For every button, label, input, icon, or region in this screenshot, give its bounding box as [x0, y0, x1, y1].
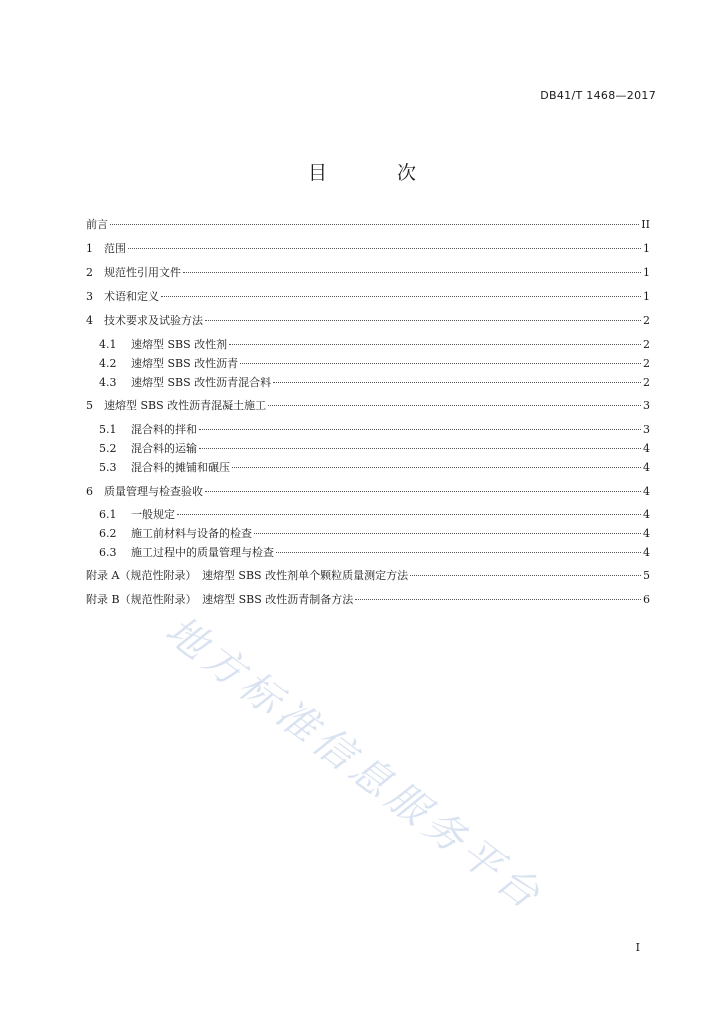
toc-leader-dots [355, 599, 641, 600]
toc-entry-number: 4 [86, 314, 93, 327]
toc-entry-label: 规范性引用文件 [104, 266, 181, 279]
toc-entry-label: 速熔型 SBS 改性沥青 [131, 357, 239, 370]
toc-entry[interactable] [86, 422, 650, 438]
toc-entry[interactable] [86, 289, 650, 305]
toc-entry-page: 4 [643, 461, 650, 474]
toc-entry-page: 4 [643, 485, 650, 498]
toc-entry-label: 混合料的运输 [131, 442, 197, 455]
toc-entry-label: 速熔型 SBS 改性沥青混合料 [131, 376, 272, 389]
toc-entry-label: 技术要求及试验方法 [104, 314, 203, 327]
toc-entry-page: 2 [643, 357, 650, 370]
toc-entry-label: 附录 A（规范性附录） 速熔型 SBS 改性剂单个颗粒质量测定方法 [86, 569, 409, 582]
toc-entry[interactable] [86, 398, 650, 414]
toc-entry[interactable] [86, 337, 650, 353]
toc-entry-page: II [641, 218, 650, 231]
toc-entry[interactable] [86, 460, 650, 476]
toc-leader-dots [276, 552, 641, 553]
toc-leader-dots [273, 382, 641, 383]
toc-entry[interactable] [86, 568, 650, 584]
toc-entry-label: 混合料的摊铺和碾压 [131, 461, 230, 474]
toc-entry-number: 5.3 [99, 461, 117, 474]
watermark: 地方标准信息服务平台 [156, 607, 552, 921]
toc-entry-page: 2 [643, 338, 650, 351]
toc-entry-label: 一般规定 [131, 508, 175, 521]
toc-entry-label: 范围 [104, 242, 126, 255]
toc-entry-page: 2 [643, 314, 650, 327]
toc-entry-number: 4.2 [99, 357, 117, 370]
toc-entry-number: 6 [86, 485, 93, 498]
toc-entry-page: 1 [643, 290, 650, 303]
toc-entry-page: 1 [643, 242, 650, 255]
toc-leader-dots [229, 344, 641, 345]
toc-entry-label: 前言 [86, 218, 108, 231]
toc-entry[interactable] [86, 241, 650, 257]
toc-entry-page: 6 [643, 593, 650, 606]
toc-entry[interactable] [86, 592, 650, 608]
toc-entry[interactable] [86, 356, 650, 372]
toc-entry[interactable] [86, 545, 650, 561]
toc-entry-page: 4 [643, 442, 650, 455]
toc-leader-dots [205, 320, 641, 321]
toc-entry-number: 5 [86, 399, 93, 412]
toc-leader-dots [240, 363, 641, 364]
toc-leader-dots [410, 575, 641, 576]
toc-entry[interactable] [86, 526, 650, 542]
toc-leader-dots [199, 429, 641, 430]
toc-entry-page: 3 [643, 399, 650, 412]
toc-leader-dots [254, 533, 641, 534]
standard-code: DB41/T 1468—2017 [540, 89, 656, 102]
toc-entry-page: 4 [643, 508, 650, 521]
toc-leader-dots [161, 296, 641, 297]
toc-entry-number: 1 [86, 242, 93, 255]
toc-entry-page: 4 [643, 527, 650, 540]
toc-entry-label: 附录 B（规范性附录） 速熔型 SBS 改性沥青制备方法 [86, 593, 354, 606]
toc-entry-number: 2 [86, 266, 93, 279]
toc-entry-label: 术语和定义 [104, 290, 159, 303]
toc-entry-page: 5 [643, 569, 650, 582]
toc-leader-dots [268, 405, 641, 406]
toc-entry[interactable] [86, 217, 650, 233]
toc-entry-label: 混合料的拌和 [131, 423, 197, 436]
toc-entry-number: 5.2 [99, 442, 117, 455]
toc-leader-dots [177, 514, 641, 515]
page-title: 目 次 [307, 162, 449, 184]
toc-leader-dots [128, 248, 641, 249]
toc-leader-dots [183, 272, 641, 273]
toc-entry-label: 质量管理与检查验收 [104, 485, 203, 498]
toc-entry-number: 5.1 [99, 423, 117, 436]
toc-leader-dots [199, 448, 641, 449]
toc-entry-page: 1 [643, 266, 650, 279]
toc-entry-label: 速熔型 SBS 改性剂 [131, 338, 228, 351]
toc-entry-page: 2 [643, 376, 650, 389]
toc-leader-dots [110, 224, 639, 225]
toc-leader-dots [232, 467, 641, 468]
toc-leader-dots [205, 491, 641, 492]
toc-entry[interactable] [86, 313, 650, 329]
toc-entry-label: 速熔型 SBS 改性沥青混凝土施工 [104, 399, 267, 412]
toc-entry-number: 4.1 [99, 338, 117, 351]
toc-entry-page: 4 [643, 546, 650, 559]
toc-entry-number: 6.2 [99, 527, 117, 540]
toc-entry-number: 3 [86, 290, 93, 303]
toc-entry[interactable] [86, 265, 650, 281]
toc-entry[interactable] [86, 375, 650, 391]
toc-entry-label: 施工过程中的质量管理与检查 [131, 546, 274, 559]
toc-entry-label: 施工前材料与设备的检查 [131, 527, 252, 540]
toc-entry-page: 3 [643, 423, 650, 436]
toc-entry-number: 6.3 [99, 546, 117, 559]
toc-entry[interactable] [86, 484, 650, 500]
page-number: I [635, 941, 640, 954]
toc-entry[interactable] [86, 441, 650, 457]
toc-entry[interactable] [86, 507, 650, 523]
toc-entry-number: 6.1 [99, 508, 117, 521]
toc-entry-number: 4.3 [99, 376, 117, 389]
